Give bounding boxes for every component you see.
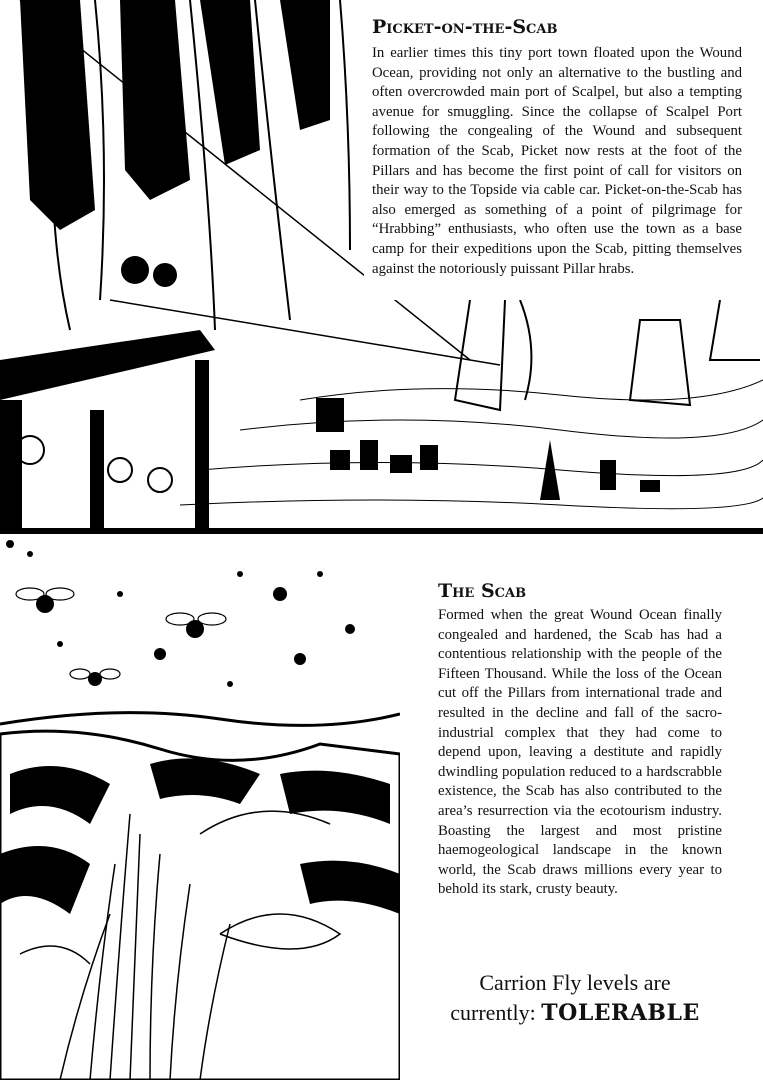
picket-title: Picket-on-the-Scab: [372, 16, 558, 38]
scab-title: The Scab: [438, 580, 527, 602]
carrion-fly-level-value: TOLERABLE: [541, 1000, 700, 1026]
scab-illustration: [0, 534, 400, 1080]
carrion-fly-line-2: [430, 998, 720, 1028]
carrion-fly-line-1: Carrion Fly levels are: [479, 970, 671, 995]
picket-section: [364, 6, 748, 300]
carrion-fly-level: [430, 968, 720, 1028]
scab-body: Formed when the great Wound Ocean finally congealed and hardened, the Scab has had a contentious relationship with the people of the Fifteen Thousand. While the loss of the Ocean cut off the Pillars from international trade and resulted in the decline and fall of the sacro-industrial complex that they had come to depend upon, leaving a destitute and rapidly dwindling population reduced to a hardscrabble existence, the Scab has also contributed to the area’s resurrection via the ecotourism industry. Boasting the largest and most pristine haemogeological landscape in the known world, the Scab draws millions every year to behold its stark, crusty beauty.: [438, 607, 722, 898]
scab-section: [438, 578, 722, 900]
picket-body: In earlier times this tiny port town floated upon the Wound Ocean, providing not only an alternative to the bustling and often overcrowded main port of Scalpel, but also a tempting avenue for smuggling. Since the collapse of Scalpel Port following the congealing of the Wound and subsequent formation of the Scab, Picket now rests at the foot of the Pillars and has become the first point of call for visitors on their way to the Topside via cable car. Picket-on-the-Scab has also emerged as something of a point of pilgrimage for “Hrabbing” enthusiasts, who often use the town as a base camp for their expeditions upon the Scab, pitting themselves against the notoriously puissant Pillar hrabs.: [372, 45, 742, 277]
carrion-fly-prefix: currently:: [450, 1000, 536, 1025]
